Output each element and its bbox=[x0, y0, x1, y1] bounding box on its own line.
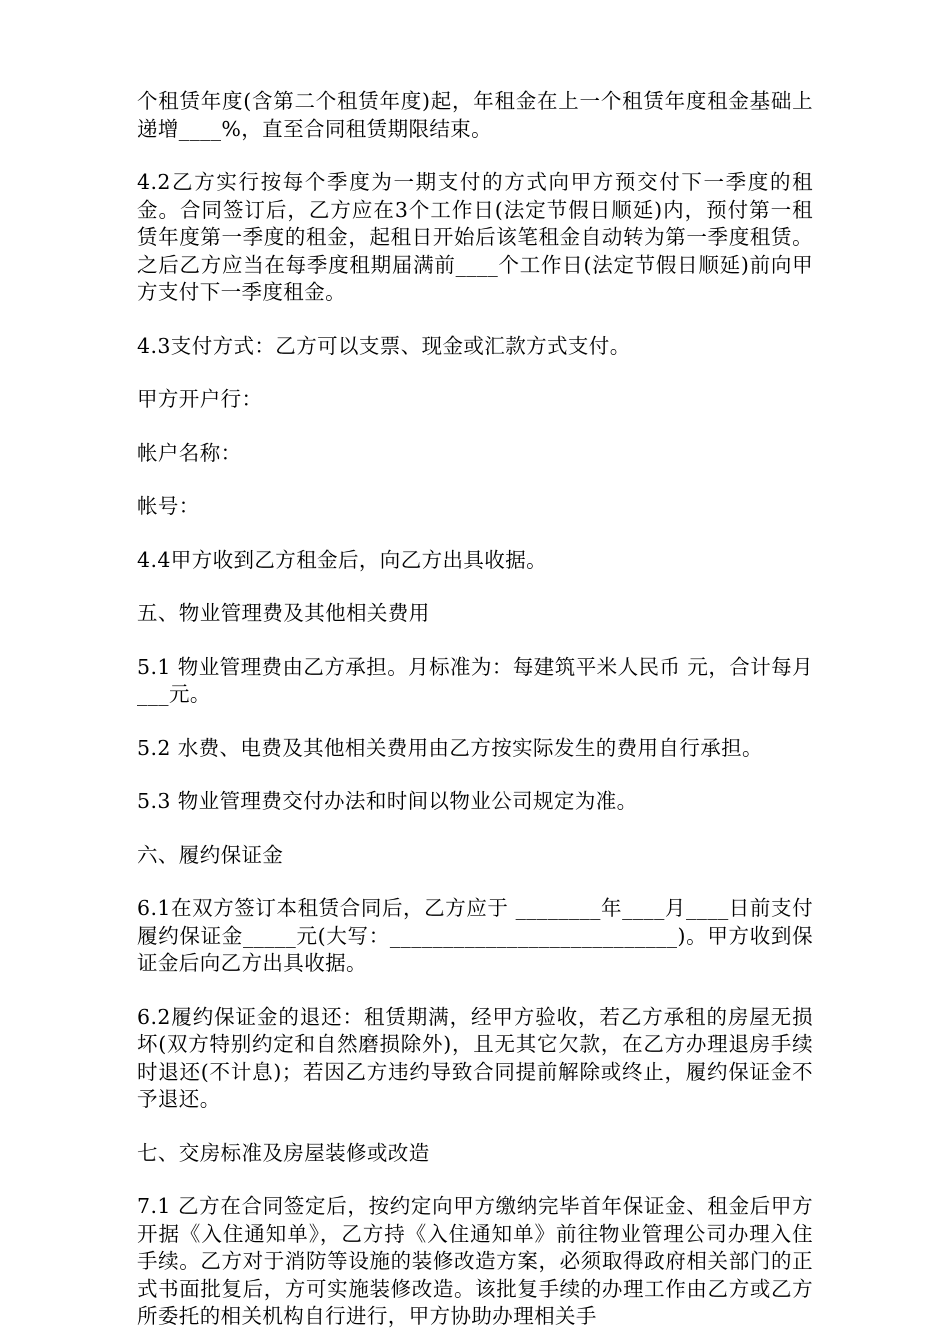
paragraph-account-number: 帐号： bbox=[137, 494, 200, 518]
section-heading-7: 七、交房标准及房屋装修或改造 bbox=[137, 1140, 430, 1165]
section-heading-5: 五、物业管理费及其他相关费用 bbox=[137, 601, 430, 625]
document-page bbox=[137, 88, 820, 1331]
paragraph-6-2: 6.2履约保证金的退还：租赁期满，经甲方验收，若乙方承租的房屋无损坏(双方特别约定和自然磨损除外)，且无其它欠款，在乙方办理退房手续时退还(不计息)；若因乙方违约导致合同提前解除或终止，履约保证金不予退还。 bbox=[137, 1004, 813, 1111]
paragraph-4-4: 4.4甲方收到乙方租金后，向乙方出具收据。 bbox=[137, 547, 548, 572]
paragraph-bank-name: 甲方开户行： bbox=[137, 387, 263, 411]
paragraph-account-name: 帐户名称： bbox=[137, 440, 242, 465]
paragraph-5-3: 5.3 物业管理费交付办法和时间以物业公司规定为准。 bbox=[137, 789, 638, 813]
paragraph-7-1: 7.1 乙方在合同签定后，按约定向甲方缴纳完毕首年保证金、租金后甲方开据《入住通知单》，乙方持《入住通知单》前往物业管理公司办理入住手续。乙方对于消防等设施的装修改造方案，必须取得政府相关部门的正式书面批复后，方可实施装修改造。该批复手续的办理工作由乙方或乙方所委托的相关机构自行进行，甲方协助办理相关手 bbox=[137, 1194, 813, 1328]
section-heading-6: 六、履约保证金 bbox=[137, 842, 284, 867]
paragraph-6-1: 6.1在双方签订本租赁合同后，乙方应于 ________年____月____日前支付履约保证金_____元(大写：___________________________)。甲方收到保证金后向乙方出具收据。 bbox=[137, 896, 813, 975]
paragraph-5-2: 5.2 水费、电费及其他相关费用由乙方按实际发生的费用自行承担。 bbox=[137, 735, 763, 760]
paragraph-4-3: 4.3支付方式：乙方可以支票、现金或汇款方式支付。 bbox=[137, 333, 631, 358]
paragraph-5-1: 5.1 物业管理费由乙方承担。月标准为：每建筑平米人民币 元，合计每月 ___元。 bbox=[137, 654, 820, 706]
paragraph-4-2: 4.2乙方实行按每个季度为一期支付的方式向甲方预交付下一季度的租金。合同签订后，乙方应在3个工作日(法定节假日顺延)内，预付第一租赁年度第一季度的租金，起租日开始后该笔租金自动转为第一季度租赁。之后乙方应当在每季度租期届满前____个工作日(法定节假日顺延)前向甲方支付下一季度租金。 bbox=[137, 170, 813, 304]
paragraph-rent-increase: 个租赁年度(含第二个租赁年度)起，年租金在上一个租赁年度租金基础上递增____%，直至合同租赁期限结束。 bbox=[137, 89, 813, 141]
